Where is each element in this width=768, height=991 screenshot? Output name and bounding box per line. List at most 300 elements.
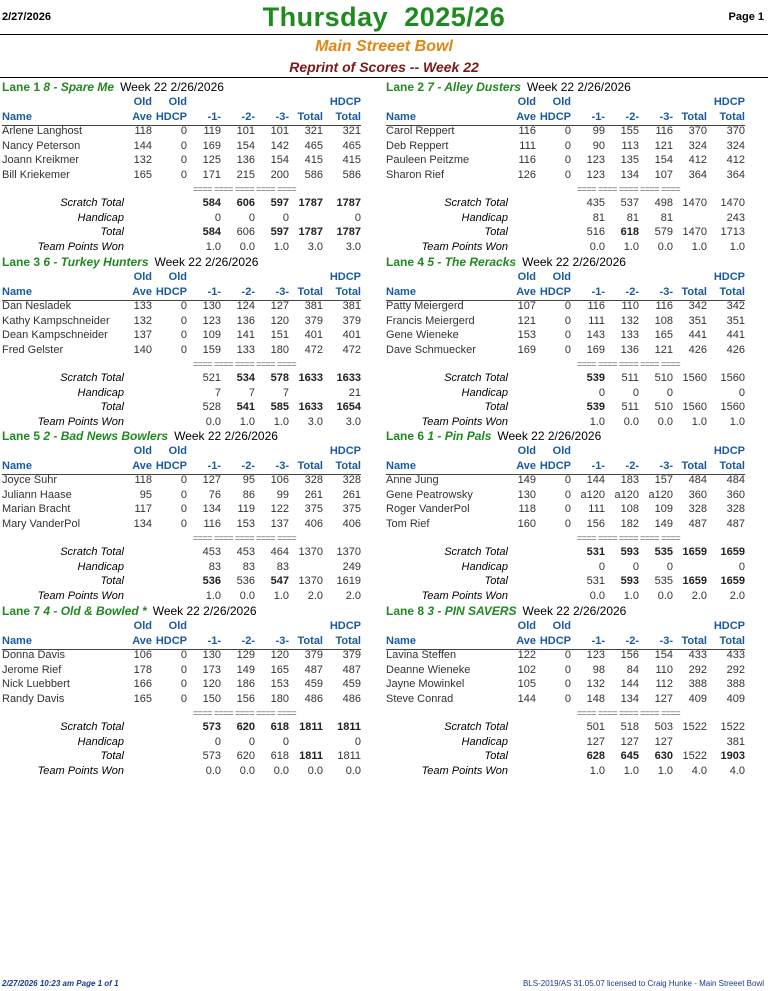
- summary-points-htotal: 1.0: [729, 415, 745, 428]
- column-header: HDCP: [329, 271, 361, 283]
- summary-label-points: Team Points Won: [421, 764, 508, 777]
- summary-points-g1: 1.0: [589, 764, 605, 777]
- summary-handicap-g1: 0: [598, 386, 605, 399]
- summary-scratch-total: 1370: [298, 546, 323, 558]
- player-hdcp: 0: [564, 329, 571, 341]
- summary-points-g2: 1.0: [239, 415, 255, 428]
- player-g3: 112: [655, 678, 673, 690]
- lane-block: [0, 255, 384, 430]
- summary-points-htotal: 3.0: [345, 240, 361, 253]
- player-g3: 121: [654, 139, 673, 152]
- player-g3: 165: [654, 329, 673, 341]
- player-name: Bill Kriekemer: [2, 168, 70, 181]
- column-header: Total: [335, 286, 361, 298]
- column-header: Old: [168, 96, 187, 108]
- player-name: Francis Meiergerd: [386, 314, 475, 327]
- column-header: -1-: [207, 286, 221, 298]
- player-g3: 106: [270, 474, 289, 486]
- player-ave: 105: [517, 678, 536, 690]
- player-g2: a120: [614, 488, 639, 501]
- player-hdcp: 0: [180, 125, 187, 137]
- summary-handicap-g1: 0: [214, 211, 221, 224]
- column-header: -3-: [275, 635, 289, 647]
- column-header: HDCP: [155, 460, 187, 472]
- player-name: Dan Nesladek: [2, 300, 72, 312]
- summary-handicap-g2: 0: [248, 211, 255, 224]
- column-header: Old: [168, 271, 187, 283]
- summary-scratch-g1: 573: [202, 721, 221, 733]
- player-g1: 76: [208, 488, 221, 501]
- summary-points-g3: 1.0: [273, 589, 289, 602]
- player-g3: 127: [270, 300, 289, 312]
- summary-handicap-g3: 81: [660, 211, 673, 224]
- column-header: Ave: [516, 286, 536, 298]
- player-total: 379: [304, 649, 323, 661]
- summary-handicap-g3: 0: [666, 560, 673, 573]
- player-g2: 186: [236, 678, 255, 690]
- summary-label-scratch: Scratch Total: [444, 197, 508, 209]
- summary-scratch-total: 1522: [682, 721, 707, 733]
- team-name: 4 - Old & Bowled *: [43, 604, 147, 618]
- team-name: 7 - Alley Dusters: [427, 80, 521, 94]
- column-header: -2-: [625, 286, 639, 298]
- column-header: Ave: [132, 286, 152, 298]
- player-ave: 140: [133, 343, 152, 356]
- player-g1: 123: [202, 314, 221, 327]
- summary-scratch-g2: 537: [620, 197, 639, 209]
- player-g3: 107: [654, 168, 673, 181]
- summary-label-points: Team Points Won: [421, 589, 508, 602]
- summary-scratch-total: 1787: [298, 197, 323, 209]
- column-header: HDCP: [713, 96, 745, 108]
- summary-handicap-g3: 83: [276, 560, 289, 573]
- summary-scratch-g1: 539: [586, 372, 605, 384]
- column-header: HDCP: [713, 271, 745, 283]
- summary-total-g1: 539: [586, 401, 605, 413]
- summary-total-g1: 536: [202, 575, 221, 587]
- summary-handicap-htotal: 0: [354, 211, 361, 224]
- report-date: 2/27/2026: [2, 11, 51, 23]
- player-g2: 132: [620, 314, 639, 327]
- summary-label-handicap: Handicap: [77, 735, 124, 748]
- summary-points-g2: 0.0: [239, 240, 255, 253]
- column-header: -3-: [275, 460, 289, 472]
- player-g2: 136: [620, 343, 639, 356]
- player-hdcp: 0: [564, 154, 571, 166]
- player-ave: 134: [133, 517, 152, 530]
- column-header: Old: [552, 620, 571, 632]
- week-date: Week 22 2/26/2026: [526, 80, 631, 94]
- player-name: Arlene Langhost: [2, 125, 83, 137]
- player-name: Joann Kreikmer: [2, 154, 80, 166]
- summary-points-g1: 1.0: [205, 589, 221, 602]
- lane-block: [384, 429, 768, 604]
- summary-label-points: Team Points Won: [37, 589, 124, 602]
- column-header: Old: [517, 271, 536, 283]
- lane-label: Lane 8: [386, 604, 425, 618]
- player-htotal: 412: [726, 154, 745, 166]
- column-header: Old: [517, 96, 536, 108]
- player-g1: 159: [202, 343, 221, 356]
- summary-total-g3: 579: [654, 226, 673, 238]
- column-header: Old: [168, 445, 187, 457]
- player-hdcp: 0: [564, 125, 571, 137]
- player-total: 412: [688, 154, 707, 166]
- player-g2: 133: [620, 329, 639, 341]
- player-g1: 98: [592, 663, 605, 676]
- summary-label-total: Total: [100, 750, 124, 762]
- column-header: HDCP: [539, 286, 571, 298]
- player-htotal: 487: [726, 517, 745, 530]
- player-hdcp: 0: [564, 488, 571, 501]
- player-g2: 155: [620, 125, 639, 137]
- summary-label-handicap: Handicap: [461, 735, 508, 748]
- column-header: -3-: [275, 286, 289, 298]
- column-header: Old: [517, 445, 536, 457]
- summary-handicap-g2: 83: [242, 560, 255, 573]
- summary-scratch-g3: 464: [270, 546, 289, 558]
- player-g2: 183: [620, 474, 639, 486]
- summary-handicap-g3: 127: [654, 735, 673, 748]
- player-g3: 127: [654, 692, 673, 705]
- summary-total-g3: 618: [270, 750, 289, 762]
- summary-label-points: Team Points Won: [37, 415, 124, 428]
- summary-scratch-g1: 521: [202, 372, 221, 384]
- player-name: Nancy Peterson: [2, 139, 81, 152]
- column-header: Ave: [516, 635, 536, 647]
- player-hdcp: 0: [180, 329, 187, 341]
- player-g1: 169: [586, 343, 605, 356]
- summary-label-points: Team Points Won: [421, 415, 508, 428]
- summary-total-htotal: 1787: [336, 226, 361, 238]
- lane-label: Lane 1: [2, 80, 41, 94]
- lane-block: [384, 604, 768, 779]
- summary-total-g2: 593: [620, 575, 639, 587]
- header-rule: [0, 34, 768, 35]
- summary-points-g2: 1.0: [623, 240, 639, 253]
- player-g1: 171: [202, 168, 221, 181]
- summary-points-htotal: 1.0: [729, 240, 745, 253]
- player-ave: 132: [133, 314, 152, 327]
- lane-heading: [386, 429, 601, 443]
- column-header: Ave: [132, 111, 152, 123]
- player-g1: 116: [203, 517, 221, 530]
- summary-scratch-g3: 503: [654, 721, 673, 733]
- player-total: 370: [688, 125, 707, 137]
- summary-points-htotal: 0.0: [345, 764, 361, 777]
- player-g3: 116: [655, 300, 673, 312]
- summary-scratch-g2: 620: [236, 721, 255, 733]
- player-ave: 95: [139, 488, 152, 501]
- player-ave: 126: [517, 168, 536, 181]
- summary-total-g3: 630: [654, 750, 673, 762]
- player-ave: 132: [133, 154, 152, 166]
- summary-points-g1: 0.0: [589, 589, 605, 602]
- player-total: 409: [688, 692, 707, 705]
- summary-handicap-htotal: 0: [738, 560, 745, 573]
- summary-total-total: 1470: [682, 226, 707, 238]
- summary-total-g1: 628: [586, 750, 605, 762]
- column-header: Total: [681, 286, 707, 298]
- summary-points-total: 3.0: [307, 240, 323, 253]
- column-header-name: Name: [2, 635, 32, 647]
- player-total: 487: [304, 663, 323, 676]
- summary-label-total: Total: [100, 226, 124, 238]
- player-total: 401: [304, 329, 323, 341]
- column-header: Old: [168, 620, 187, 632]
- separator: ==== ==== ==== ==== ====: [577, 184, 681, 194]
- summary-scratch-htotal: 1811: [337, 721, 361, 733]
- player-g3: 109: [654, 503, 673, 515]
- player-ave: 116: [518, 154, 536, 166]
- summary-handicap-g3: 0: [282, 735, 289, 748]
- player-g1: a120: [580, 488, 605, 501]
- summary-label-scratch: Scratch Total: [60, 721, 124, 733]
- player-g1: 156: [586, 517, 605, 530]
- summary-points-total: 0.0: [307, 764, 323, 777]
- player-hdcp: 0: [564, 139, 571, 152]
- player-hdcp: 0: [564, 663, 571, 676]
- player-name: Donna Davis: [2, 649, 65, 661]
- player-ave: 111: [519, 139, 536, 152]
- player-g3: 180: [270, 343, 289, 356]
- player-ave: 137: [133, 329, 152, 341]
- footer-license: BLS-2019/AS 31.05.07 licensed to Craig Hunke - Main Streeet Bowl: [522, 979, 764, 988]
- separator: ==== ==== ==== ==== ====: [193, 708, 297, 718]
- summary-handicap-htotal: 21: [348, 386, 361, 399]
- summary-scratch-htotal: 1470: [720, 197, 745, 209]
- summary-label-handicap: Handicap: [77, 211, 124, 224]
- summary-label-handicap: Handicap: [77, 560, 124, 573]
- summary-scratch-htotal: 1370: [336, 546, 361, 558]
- player-g2: 113: [621, 139, 639, 152]
- player-total: 459: [304, 678, 323, 690]
- player-ave: 130: [517, 488, 536, 501]
- column-header-name: Name: [386, 460, 416, 472]
- summary-scratch-total: 1633: [298, 372, 323, 384]
- summary-points-g3: 1.0: [273, 415, 289, 428]
- player-g1: 123: [586, 154, 605, 166]
- column-header: Old: [133, 445, 152, 457]
- summary-label-total: Total: [100, 575, 124, 587]
- summary-scratch-htotal: 1522: [720, 721, 745, 733]
- player-ave: 106: [133, 649, 152, 661]
- subtitle-rule: [0, 77, 768, 78]
- player-name: Jerome Rief: [2, 663, 62, 676]
- summary-points-g1: 1.0: [589, 415, 605, 428]
- summary-handicap-g1: 0: [598, 560, 605, 573]
- column-header-name: Name: [2, 286, 32, 298]
- summary-label-total: Total: [484, 575, 508, 587]
- column-header: -1-: [207, 635, 221, 647]
- summary-label-handicap: Handicap: [461, 560, 508, 573]
- player-htotal: 406: [342, 517, 361, 530]
- player-total: 484: [688, 474, 707, 486]
- summary-total-htotal: 1654: [336, 401, 361, 413]
- player-htotal: 381: [342, 300, 361, 312]
- player-g3: 108: [654, 314, 673, 327]
- team-name: 5 - The Reracks: [427, 255, 517, 269]
- player-hdcp: 0: [180, 488, 187, 501]
- player-htotal: 465: [342, 139, 361, 152]
- summary-handicap-g1: 83: [208, 560, 221, 573]
- player-htotal: 401: [342, 329, 361, 341]
- player-hdcp: 0: [564, 474, 571, 486]
- lane-heading: [2, 80, 224, 94]
- summary-total-total: 1370: [298, 575, 323, 587]
- summary-total-g3: 510: [654, 401, 673, 413]
- player-name: Randy Davis: [2, 692, 65, 705]
- summary-total-g2: 541: [236, 401, 255, 413]
- player-g2: 134: [620, 692, 639, 705]
- player-g2: 136: [236, 154, 255, 166]
- week-date: Week 22 2/26/2026: [152, 604, 257, 618]
- team-name: 6 - Turkey Hunters: [43, 255, 149, 269]
- column-header: Ave: [516, 111, 536, 123]
- summary-handicap-htotal: 0: [738, 386, 745, 399]
- player-name: Deb Reppert: [386, 139, 449, 152]
- summary-handicap-htotal: 0: [354, 735, 361, 748]
- column-header: HDCP: [539, 460, 571, 472]
- summary-points-total: 2.0: [691, 589, 707, 602]
- column-header: Old: [517, 620, 536, 632]
- player-g3: 154: [654, 154, 673, 166]
- summary-points-g3: 1.0: [273, 240, 289, 253]
- column-header: HDCP: [329, 96, 361, 108]
- week-date: Week 22 2/26/2026: [522, 255, 626, 269]
- column-header: Ave: [132, 635, 152, 647]
- player-hdcp: 0: [180, 154, 187, 166]
- summary-total-htotal: 1619: [336, 575, 361, 587]
- player-hdcp: 0: [180, 692, 187, 705]
- column-header: Old: [552, 271, 571, 283]
- player-name: Lavina Steffen: [386, 649, 457, 661]
- player-hdcp: 0: [564, 168, 571, 181]
- summary-label-scratch: Scratch Total: [444, 372, 508, 384]
- player-hdcp: 0: [180, 314, 187, 327]
- player-htotal: 328: [342, 474, 361, 486]
- summary-total-g2: 620: [236, 750, 255, 762]
- summary-handicap-g2: 0: [632, 560, 639, 573]
- player-ave: 133: [133, 300, 152, 312]
- player-name: Kathy Kampschneider: [2, 314, 110, 327]
- player-hdcp: 0: [564, 517, 571, 530]
- player-ave: 165: [133, 692, 152, 705]
- team-name: 3 - PIN SAVERS: [427, 604, 517, 618]
- player-hdcp: 0: [564, 503, 571, 515]
- summary-total-g1: 528: [202, 401, 221, 413]
- summary-total-g1: 573: [202, 750, 221, 762]
- player-htotal: 261: [342, 488, 361, 501]
- player-hdcp: 0: [180, 343, 187, 356]
- summary-total-g2: 536: [236, 575, 255, 587]
- player-g1: 125: [202, 154, 221, 166]
- player-htotal: 379: [342, 314, 361, 327]
- player-ave: 166: [133, 678, 152, 690]
- page-number: Page 1: [728, 11, 764, 23]
- player-name: Jayne Mowinkel: [386, 678, 465, 690]
- lane-heading: [2, 429, 278, 443]
- player-ave: 118: [518, 503, 536, 515]
- column-header: Ave: [132, 460, 152, 472]
- column-header: -1-: [591, 635, 605, 647]
- player-name: Dave Schmuecker: [386, 343, 476, 356]
- team-name: 8 - Spare Me: [43, 80, 115, 94]
- summary-total-g3: 535: [654, 575, 673, 587]
- column-header-name: Name: [386, 111, 416, 123]
- summary-handicap-htotal: 249: [342, 560, 361, 573]
- summary-total-htotal: 1659: [720, 575, 745, 587]
- summary-points-total: 1.0: [691, 415, 707, 428]
- player-name: Dean Kampschneider: [2, 329, 108, 341]
- player-name: Patty Meiergerd: [386, 300, 464, 312]
- column-header-name: Name: [386, 286, 416, 298]
- player-ave: 169: [517, 343, 536, 356]
- lane-heading: [2, 604, 257, 618]
- column-header: HDCP: [155, 635, 187, 647]
- player-g3: 121: [654, 343, 673, 356]
- player-g3: 101: [270, 125, 289, 137]
- player-g3: 154: [654, 649, 673, 661]
- summary-scratch-g2: 593: [620, 546, 639, 558]
- player-total: 381: [304, 300, 323, 312]
- player-g2: 133: [236, 343, 255, 356]
- summary-scratch-g2: 453: [236, 546, 255, 558]
- player-hdcp: 0: [180, 678, 187, 690]
- column-header: Total: [719, 286, 745, 298]
- lane-label: Lane 3: [2, 255, 41, 269]
- summary-label-handicap: Handicap: [461, 211, 508, 224]
- player-htotal: 415: [342, 154, 361, 166]
- column-header: -2-: [625, 460, 639, 472]
- player-total: 328: [304, 474, 323, 486]
- player-g2: 124: [236, 300, 255, 312]
- player-ave: 153: [517, 329, 536, 341]
- player-name: Gene Peatrowsky: [386, 488, 473, 501]
- player-hdcp: 0: [180, 168, 187, 181]
- summary-points-g3: 1.0: [657, 764, 673, 777]
- player-total: 375: [304, 503, 323, 515]
- summary-total-g1: 516: [586, 226, 605, 238]
- summary-handicap-g1: 81: [592, 211, 605, 224]
- column-header-name: Name: [2, 460, 32, 472]
- summary-handicap-g3: 0: [282, 211, 289, 224]
- player-name: Mary VanderPol: [2, 517, 81, 530]
- summary-points-g2: 0.0: [623, 415, 639, 428]
- summary-total-htotal: 1560: [720, 401, 745, 413]
- player-g2: 156: [620, 649, 639, 661]
- column-header: -2-: [241, 460, 255, 472]
- player-ave: 165: [133, 168, 152, 181]
- summary-scratch-g1: 531: [586, 546, 605, 558]
- player-htotal: 360: [726, 488, 745, 501]
- summary-total-total: 1787: [298, 226, 323, 238]
- player-g2: 84: [626, 663, 639, 676]
- player-name: Steve Conrad: [386, 692, 454, 705]
- separator: ==== ==== ==== ==== ====: [577, 533, 681, 543]
- lane-block: [0, 604, 384, 779]
- player-g1: 123: [586, 649, 605, 661]
- column-header: -3-: [659, 635, 673, 647]
- column-header-name: Name: [2, 111, 32, 123]
- player-total: 360: [688, 488, 707, 501]
- player-htotal: 433: [726, 649, 745, 661]
- player-name: Joyce Suhr: [2, 474, 58, 486]
- summary-points-g2: 0.0: [239, 589, 255, 602]
- column-header: Total: [681, 111, 707, 123]
- player-total: 351: [688, 314, 707, 327]
- player-g1: 116: [587, 300, 605, 312]
